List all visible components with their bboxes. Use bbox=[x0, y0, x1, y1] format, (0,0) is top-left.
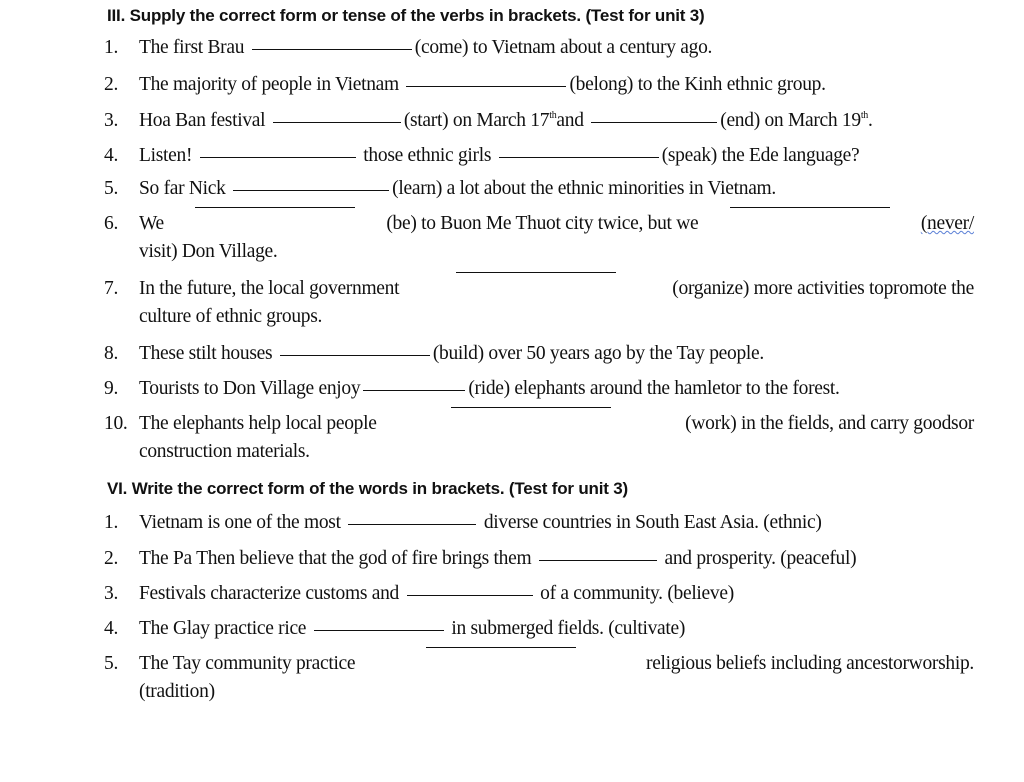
item-text: The Glay practice rice bbox=[139, 618, 307, 639]
item-text: visit) Don Village. bbox=[139, 241, 278, 262]
item-text: (organize) more activities topromote the bbox=[672, 278, 974, 299]
item-text: Tourists to Don Village enjoy bbox=[139, 378, 361, 399]
item-text: (come) to Vietnam about a century ago. bbox=[414, 37, 713, 58]
item-text: (tradition) bbox=[139, 681, 215, 702]
item-number: 9. bbox=[104, 378, 119, 399]
item-text: (never/ bbox=[920, 213, 974, 234]
answer-blank[interactable] bbox=[195, 206, 355, 208]
answer-blank[interactable] bbox=[252, 48, 412, 50]
item-text: (end) on March 19 bbox=[720, 110, 861, 131]
item-text: Festivals characterize customs and bbox=[139, 583, 399, 604]
item-text: and bbox=[556, 110, 584, 131]
item-text: (start) on March 17 bbox=[403, 110, 550, 131]
answer-blank[interactable] bbox=[348, 523, 476, 525]
item-number: 4. bbox=[104, 618, 119, 639]
item-text: Listen! bbox=[139, 145, 193, 166]
item-text: The Tay community practice bbox=[139, 653, 356, 674]
item-number: 6. bbox=[104, 213, 119, 234]
item-number: 10. bbox=[104, 413, 128, 434]
item-number: 5. bbox=[104, 178, 119, 199]
answer-blank[interactable] bbox=[200, 156, 356, 158]
item-number: 3. bbox=[104, 110, 119, 131]
item-text: We bbox=[139, 213, 164, 234]
item-text: (ride) elephants around the hamletor to the forest. bbox=[468, 378, 840, 399]
item-number: 1. bbox=[104, 37, 119, 58]
item-number: 8. bbox=[104, 343, 119, 364]
answer-blank[interactable] bbox=[273, 121, 401, 123]
superscript: th bbox=[549, 110, 557, 121]
item-text: diverse countries in South East Asia. (ethnic) bbox=[483, 512, 822, 533]
item-text: (build) over 50 years ago by the Tay people. bbox=[432, 343, 764, 364]
item-text: of a community. (believe) bbox=[540, 583, 734, 604]
answer-blank[interactable] bbox=[406, 85, 566, 87]
item-text: The first Brau bbox=[139, 37, 245, 58]
answer-blank[interactable] bbox=[314, 629, 444, 631]
item-text: construction materials. bbox=[139, 441, 310, 462]
answer-blank[interactable] bbox=[451, 406, 611, 408]
answer-blank[interactable] bbox=[539, 559, 657, 561]
item-text: Vietnam is one of the most bbox=[139, 512, 341, 533]
item-text: and prosperity. (peaceful) bbox=[664, 548, 857, 569]
item-number: 7. bbox=[104, 278, 119, 299]
item-text: So far Nick bbox=[139, 178, 226, 199]
item-text: . bbox=[868, 110, 873, 131]
item-text: The elephants help local people bbox=[139, 413, 377, 434]
superscript: th bbox=[860, 110, 868, 121]
item-text: (belong) to the Kinh ethnic group. bbox=[569, 74, 826, 95]
item-text: religious beliefs including ancestorworship. bbox=[646, 653, 974, 674]
answer-blank[interactable] bbox=[730, 206, 890, 208]
answer-blank[interactable] bbox=[363, 389, 465, 391]
section-heading-verbs: III. Supply the correct form or tense of the verbs in brackets. (Test for unit 3) bbox=[107, 6, 705, 25]
item-number: 3. bbox=[104, 583, 119, 604]
item-text: (work) in the fields, and carry goodsor bbox=[685, 413, 974, 434]
item-text: These stilt houses bbox=[139, 343, 273, 364]
item-text: those ethnic girls bbox=[363, 145, 492, 166]
item-text: The Pa Then believe that the god of fire brings them bbox=[139, 548, 532, 569]
item-text: culture of ethnic groups. bbox=[139, 306, 323, 327]
item-number: 4. bbox=[104, 145, 119, 166]
item-text: in submerged fields. (cultivate) bbox=[451, 618, 686, 639]
answer-blank[interactable] bbox=[591, 121, 717, 123]
answer-blank[interactable] bbox=[499, 156, 659, 158]
item-text: (speak) the Ede language? bbox=[661, 145, 860, 166]
answer-blank[interactable] bbox=[426, 646, 576, 648]
answer-blank[interactable] bbox=[233, 189, 389, 191]
item-text: (be) to Buon Me Thuot city twice, but we bbox=[386, 213, 699, 234]
answer-blank[interactable] bbox=[407, 594, 533, 596]
answer-blank[interactable] bbox=[280, 354, 430, 356]
item-number: 2. bbox=[104, 548, 119, 569]
section-heading-word-forms: VI. Write the correct form of the words in brackets. (Test for unit 3) bbox=[107, 479, 628, 498]
item-number: 2. bbox=[104, 74, 119, 95]
item-text: In the future, the local government bbox=[139, 278, 400, 299]
item-number: 1. bbox=[104, 512, 119, 533]
item-text: (learn) a lot about the ethnic minorities in Vietnam. bbox=[392, 178, 777, 199]
answer-blank[interactable] bbox=[456, 271, 616, 273]
item-number: 5. bbox=[104, 653, 119, 674]
item-text: Hoa Ban festival bbox=[139, 110, 266, 131]
item-text: The majority of people in Vietnam bbox=[139, 74, 399, 95]
